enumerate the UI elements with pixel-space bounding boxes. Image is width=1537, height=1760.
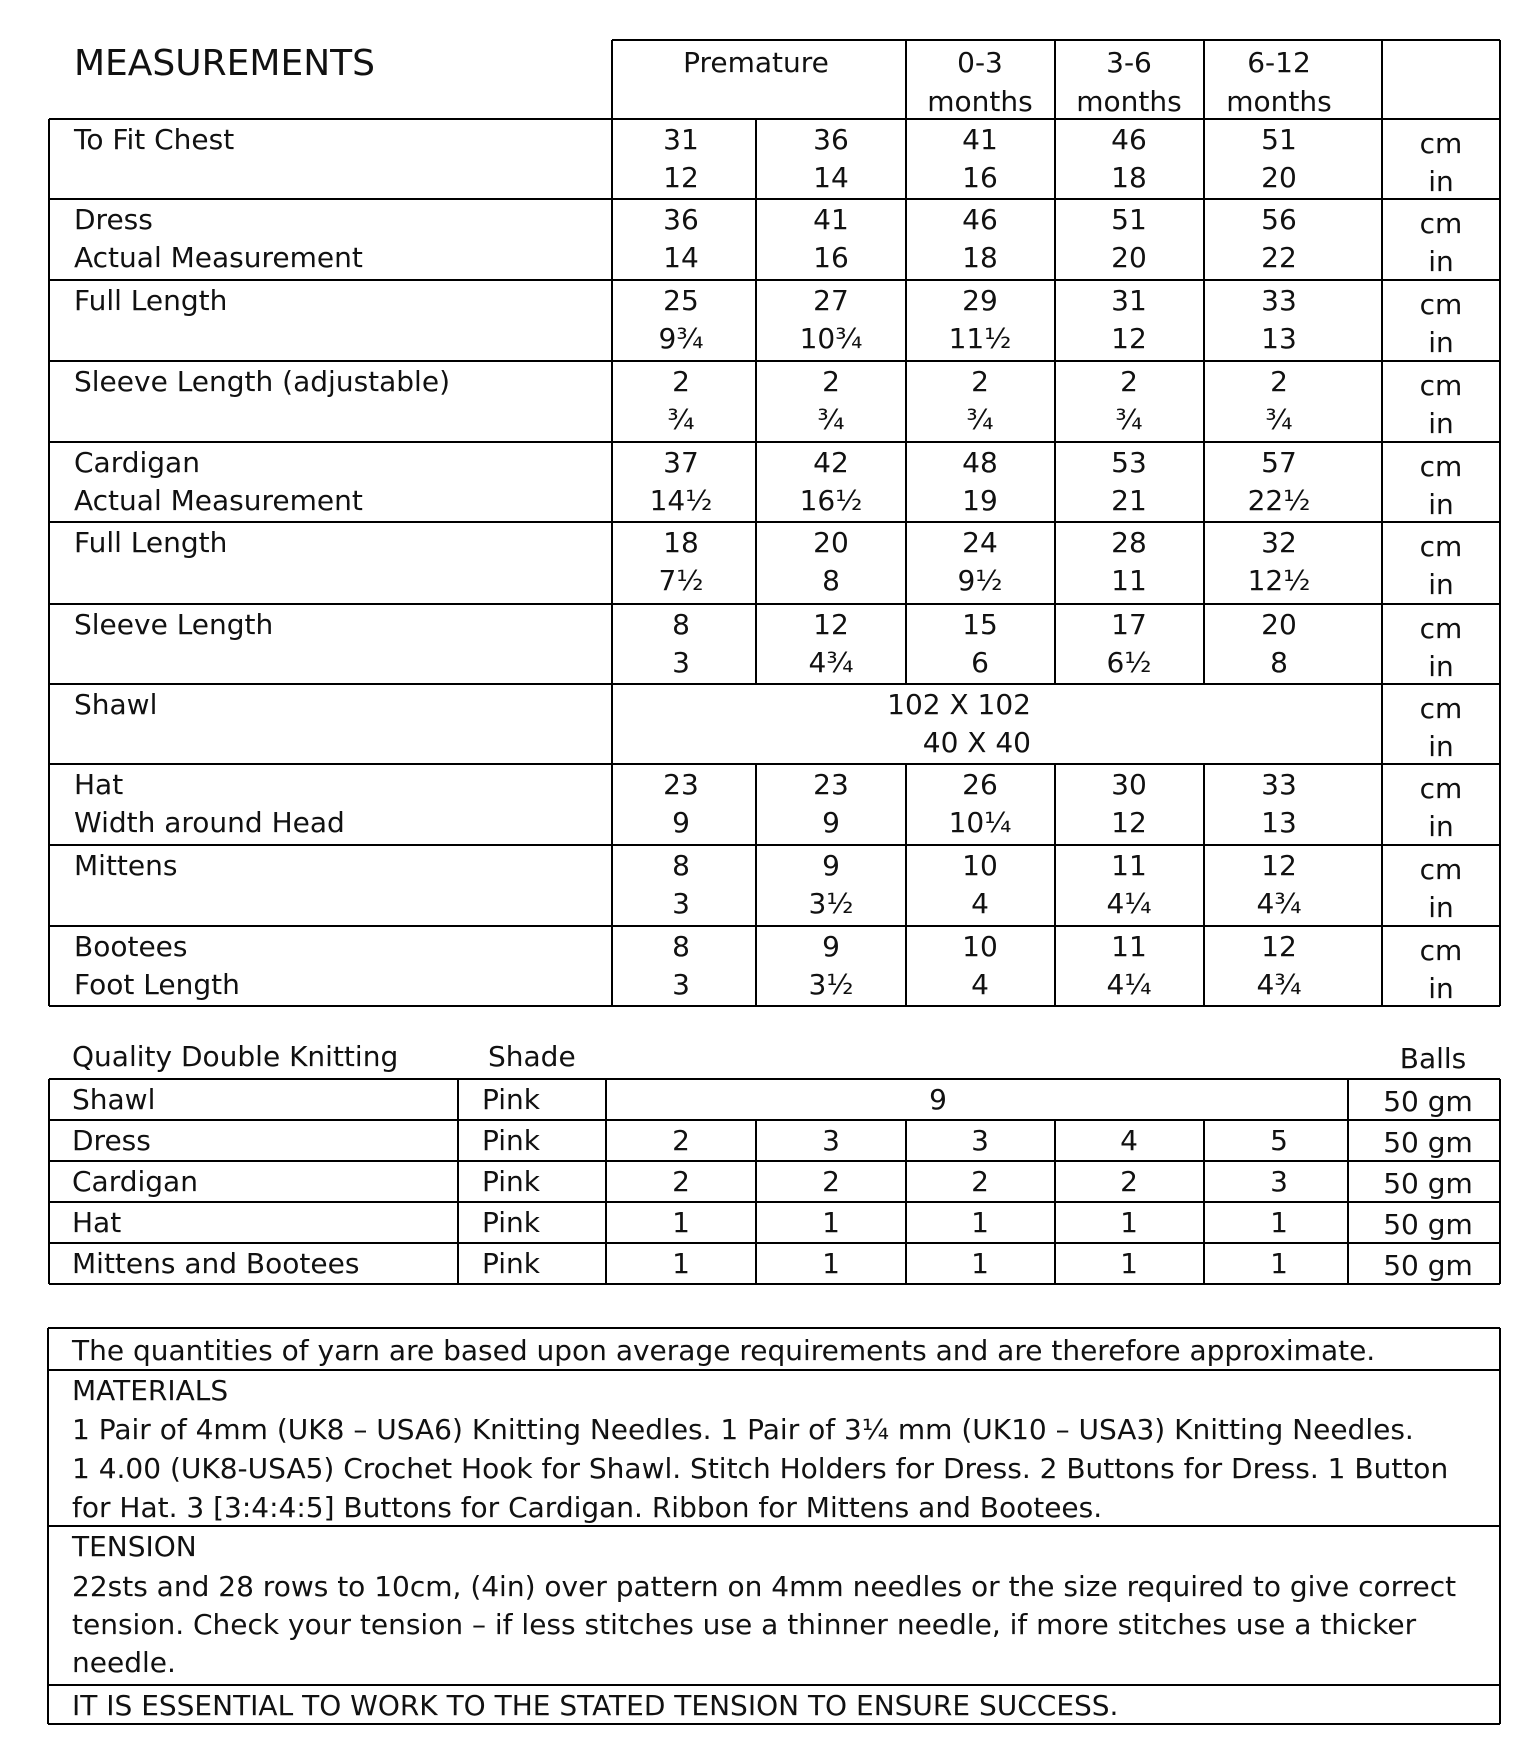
measure-value-cm: 2 bbox=[672, 365, 690, 398]
yarn-balls-value: 1 bbox=[672, 1247, 690, 1280]
materials-line-3: for Hat. 3 [3:4:4:5] Buttons for Cardigan. Ribbon for Mittens and Bootees. bbox=[72, 1491, 1103, 1524]
yarn-ball-weight: 50 gm bbox=[1383, 1167, 1473, 1200]
yarn-ball-weight: 50 gm bbox=[1383, 1208, 1473, 1241]
measure-value-in: 9 bbox=[672, 806, 690, 839]
measure-value-cm: 11 bbox=[1111, 930, 1147, 963]
unit-in-label: in bbox=[1428, 568, 1454, 601]
measure-value-cm: 51 bbox=[1261, 123, 1297, 156]
unit-cm-label: cm bbox=[1419, 612, 1463, 645]
measure-value-cm: 29 bbox=[962, 284, 998, 317]
measure-value-cm: 26 bbox=[962, 768, 998, 801]
measure-value-cm: 41 bbox=[813, 203, 849, 236]
measure-value-in: 14 bbox=[663, 241, 699, 274]
measure-value-cm: 12 bbox=[1261, 930, 1297, 963]
measure-value-cm: 2 bbox=[822, 365, 840, 398]
measure-value-cm: 12 bbox=[1261, 849, 1297, 882]
measure-value-in: 20 bbox=[1111, 241, 1147, 274]
yarn-ball-weight: 50 gm bbox=[1383, 1126, 1473, 1159]
yarn-balls-value: 2 bbox=[971, 1165, 989, 1198]
measure-row-3-label: Full Length bbox=[74, 284, 228, 317]
measure-value-cm: 41 bbox=[962, 123, 998, 156]
yarn-balls-value: 1 bbox=[1270, 1247, 1288, 1280]
yarn-balls-value: 1 bbox=[971, 1206, 989, 1239]
yarn-balls-value: 2 bbox=[672, 1165, 690, 1198]
measure-value-cm: 36 bbox=[813, 123, 849, 156]
yarn-ball-weight: 50 gm bbox=[1383, 1249, 1473, 1282]
measure-value-in: 12 bbox=[1111, 322, 1147, 355]
yarn-balls-label: Balls bbox=[1399, 1042, 1467, 1075]
size-header-4-line2: months bbox=[1226, 85, 1332, 118]
yarn-balls-value: 1 bbox=[672, 1206, 690, 1239]
yarn-shade-value: Pink bbox=[482, 1124, 541, 1157]
measure-value-in: 8 bbox=[1270, 646, 1288, 679]
yarn-balls-value: 2 bbox=[672, 1124, 690, 1157]
measure-row-5-sublabel: Actual Measurement bbox=[74, 484, 363, 517]
yarn-shawl-balls: 9 bbox=[929, 1083, 947, 1116]
unit-cm-label: cm bbox=[1419, 772, 1463, 805]
measure-value-in: 22½ bbox=[1247, 484, 1311, 517]
measure-value-in: 3 bbox=[672, 968, 690, 1001]
yarn-balls-value: 1 bbox=[1270, 1206, 1288, 1239]
unit-cm-label: cm bbox=[1419, 450, 1463, 483]
measure-value-in: 13 bbox=[1261, 322, 1297, 355]
measure-value-in: 16½ bbox=[799, 484, 863, 517]
unit-cm-label: cm bbox=[1419, 934, 1463, 967]
tension-line-3: needle. bbox=[72, 1646, 176, 1679]
measure-value-cm: 10 bbox=[962, 849, 998, 882]
measure-value-in: 4¼ bbox=[1106, 887, 1152, 920]
measure-value-in: 12 bbox=[1111, 806, 1147, 839]
unit-cm-label: cm bbox=[1419, 530, 1463, 563]
measure-value-in: 20 bbox=[1261, 161, 1297, 194]
size-header-4-line1: 6-12 bbox=[1247, 46, 1311, 79]
yarn-item-2: Dress bbox=[72, 1124, 151, 1157]
yarn-balls-value: 5 bbox=[1270, 1124, 1288, 1157]
unit-in-label: in bbox=[1428, 650, 1454, 683]
unit-cm-label: cm bbox=[1419, 853, 1463, 886]
measure-value-in: 3 bbox=[672, 887, 690, 920]
measure-value-cm: 11 bbox=[1111, 849, 1147, 882]
measure-value-in: 12 bbox=[663, 161, 699, 194]
measure-value-in: 6½ bbox=[1106, 646, 1152, 679]
measure-row-9-sublabel: Width around Head bbox=[74, 806, 345, 839]
measure-row-11-sublabel: Foot Length bbox=[74, 968, 240, 1001]
measure-value-cm: 31 bbox=[663, 123, 699, 156]
unit-cm-label: cm bbox=[1419, 127, 1463, 160]
measure-value-in: 3 bbox=[672, 646, 690, 679]
measure-value-in: 21 bbox=[1111, 484, 1147, 517]
shawl-size-cm: 102 X 102 bbox=[887, 688, 1031, 721]
measure-value-cm: 42 bbox=[813, 446, 849, 479]
yarn-shade-value: Pink bbox=[482, 1083, 541, 1116]
yarn-balls-value: 1 bbox=[1120, 1247, 1138, 1280]
measure-value-in: ¾ bbox=[667, 403, 695, 436]
tension-line-1: 22sts and 28 rows to 10cm, (4in) over pattern on 4mm needles or the size required to give correct bbox=[72, 1570, 1457, 1603]
unit-cm-label: cm bbox=[1419, 692, 1463, 725]
yarn-balls-value: 1 bbox=[1120, 1206, 1138, 1239]
yarn-balls-value: 3 bbox=[1270, 1165, 1288, 1198]
measure-value-in: 3½ bbox=[808, 968, 854, 1001]
measure-value-in: 10¾ bbox=[799, 322, 863, 355]
measure-value-cm: 15 bbox=[962, 608, 998, 641]
measure-row-1-label: To Fit Chest bbox=[74, 123, 235, 156]
materials-line-2: 1 4.00 (UK8-USA5) Crochet Hook for Shawl. Stitch Holders for Dress. 2 Buttons for Dress. 1 Button bbox=[72, 1452, 1449, 1485]
yarn-balls-value: 4 bbox=[1120, 1124, 1138, 1157]
yarn-item-3: Cardigan bbox=[72, 1165, 198, 1198]
shawl-size-in: 40 X 40 bbox=[922, 726, 1031, 759]
measure-value-cm: 46 bbox=[1111, 123, 1147, 156]
measure-row-2-label: Dress bbox=[74, 203, 153, 236]
measure-value-in: 10¼ bbox=[948, 806, 1012, 839]
measure-row-7-label: Sleeve Length bbox=[74, 608, 274, 641]
measure-value-in: 18 bbox=[962, 241, 998, 274]
size-header-2-line2: months bbox=[927, 85, 1033, 118]
yarn-shade-label: Shade bbox=[488, 1040, 576, 1073]
measure-value-in: 9¾ bbox=[658, 322, 704, 355]
yarn-ball-weight: 50 gm bbox=[1383, 1085, 1473, 1118]
yarn-balls-value: 3 bbox=[971, 1124, 989, 1157]
unit-cm-label: cm bbox=[1419, 207, 1463, 240]
yarn-balls-value: 1 bbox=[971, 1247, 989, 1280]
measure-value-cm: 8 bbox=[672, 849, 690, 882]
yarn-balls-value: 2 bbox=[1120, 1165, 1138, 1198]
size-header-1-line1: Premature bbox=[683, 46, 829, 79]
measure-value-cm: 37 bbox=[663, 446, 699, 479]
measure-value-cm: 32 bbox=[1261, 526, 1297, 559]
tension-heading: TENSION bbox=[72, 1530, 197, 1563]
measure-value-cm: 30 bbox=[1111, 768, 1147, 801]
measure-value-cm: 10 bbox=[962, 930, 998, 963]
measure-value-cm: 18 bbox=[663, 526, 699, 559]
measure-value-in: 4¾ bbox=[808, 646, 854, 679]
unit-in-label: in bbox=[1428, 891, 1454, 924]
measure-row-6-label: Full Length bbox=[74, 526, 228, 559]
measure-value-in: 9 bbox=[822, 806, 840, 839]
measure-value-in: ¾ bbox=[1115, 403, 1143, 436]
measure-value-cm: 23 bbox=[663, 768, 699, 801]
measure-value-in: 11½ bbox=[948, 322, 1012, 355]
measure-value-cm: 2 bbox=[971, 365, 989, 398]
measure-value-cm: 12 bbox=[813, 608, 849, 641]
measure-value-in: 4¾ bbox=[1256, 968, 1302, 1001]
size-header-3-line1: 3-6 bbox=[1106, 46, 1152, 79]
unit-cm-label: cm bbox=[1419, 369, 1463, 402]
unit-in-label: in bbox=[1428, 810, 1454, 843]
measure-value-cm: 53 bbox=[1111, 446, 1147, 479]
yarn-shade-value: Pink bbox=[482, 1165, 541, 1198]
measure-value-in: ¾ bbox=[817, 403, 845, 436]
measure-value-in: 4 bbox=[971, 887, 989, 920]
measure-value-in: 13 bbox=[1261, 806, 1297, 839]
measure-value-in: 14 bbox=[813, 161, 849, 194]
measure-value-cm: 33 bbox=[1261, 768, 1297, 801]
yarn-balls-value: 1 bbox=[822, 1247, 840, 1280]
measure-value-cm: 33 bbox=[1261, 284, 1297, 317]
unit-in-label: in bbox=[1428, 730, 1454, 763]
measure-value-in: 14½ bbox=[649, 484, 713, 517]
measure-value-cm: 20 bbox=[1261, 608, 1297, 641]
measure-value-cm: 46 bbox=[962, 203, 998, 236]
yarn-shade-value: Pink bbox=[482, 1206, 541, 1239]
measure-value-cm: 9 bbox=[822, 849, 840, 882]
measure-row-4-label: Sleeve Length (adjustable) bbox=[74, 365, 450, 398]
measure-row-8-label: Shawl bbox=[74, 688, 158, 721]
measure-value-in: 16 bbox=[962, 161, 998, 194]
measure-value-cm: 51 bbox=[1111, 203, 1147, 236]
measure-value-in: 6 bbox=[971, 646, 989, 679]
unit-in-label: in bbox=[1428, 326, 1454, 359]
measure-value-cm: 9 bbox=[822, 930, 840, 963]
measure-row-5-label: Cardigan bbox=[74, 446, 200, 479]
measure-value-cm: 20 bbox=[813, 526, 849, 559]
measure-value-in: 8 bbox=[822, 564, 840, 597]
size-header-2-line1: 0-3 bbox=[957, 46, 1003, 79]
measure-row-11-label: Bootees bbox=[74, 930, 188, 963]
measure-value-cm: 24 bbox=[962, 526, 998, 559]
measure-value-cm: 28 bbox=[1111, 526, 1147, 559]
measure-value-in: 12½ bbox=[1247, 564, 1311, 597]
yarn-balls-value: 3 bbox=[822, 1124, 840, 1157]
measure-value-in: 11 bbox=[1111, 564, 1147, 597]
measure-value-cm: 56 bbox=[1261, 203, 1297, 236]
measure-value-in: 9½ bbox=[957, 564, 1003, 597]
measure-value-in: 7½ bbox=[658, 564, 704, 597]
measure-value-in: 18 bbox=[1111, 161, 1147, 194]
materials-line-1: 1 Pair of 4mm (UK8 – USA6) Knitting Needles. 1 Pair of 3¼ mm (UK10 – USA3) Knitting Needles. bbox=[72, 1413, 1414, 1446]
measure-value-cm: 57 bbox=[1261, 446, 1297, 479]
unit-in-label: in bbox=[1428, 972, 1454, 1005]
measure-value-cm: 2 bbox=[1270, 365, 1288, 398]
measure-row-9-label: Hat bbox=[74, 768, 124, 801]
measure-value-in: ¾ bbox=[1265, 403, 1293, 436]
measure-value-cm: 36 bbox=[663, 203, 699, 236]
measure-value-in: 3½ bbox=[808, 887, 854, 920]
measure-row-2-sublabel: Actual Measurement bbox=[74, 241, 363, 274]
yarn-shade-value: Pink bbox=[482, 1247, 541, 1280]
measure-value-cm: 48 bbox=[962, 446, 998, 479]
tension-line-2: tension. Check your tension – if less stitches use a thinner needle, if more stitches use a thicker bbox=[72, 1608, 1417, 1641]
quantities-note: The quantities of yarn are based upon average requirements and are therefore approximate. bbox=[72, 1334, 1376, 1367]
yarn-item-1: Shawl bbox=[72, 1083, 156, 1116]
measure-value-in: 4¾ bbox=[1256, 887, 1302, 920]
measurements-title: MEASUREMENTS bbox=[74, 43, 375, 84]
measure-value-cm: 27 bbox=[813, 284, 849, 317]
yarn-balls-value: 2 bbox=[822, 1165, 840, 1198]
unit-in-label: in bbox=[1428, 245, 1454, 278]
yarn-item-4: Hat bbox=[72, 1206, 122, 1239]
measure-value-in: 4¼ bbox=[1106, 968, 1152, 1001]
measure-value-in: 22 bbox=[1261, 241, 1297, 274]
measure-value-cm: 8 bbox=[672, 930, 690, 963]
essential-tension-note: IT IS ESSENTIAL TO WORK TO THE STATED TENSION TO ENSURE SUCCESS. bbox=[72, 1689, 1119, 1722]
measure-value-cm: 25 bbox=[663, 284, 699, 317]
yarn-item-5: Mittens and Bootees bbox=[72, 1247, 360, 1280]
unit-in-label: in bbox=[1428, 165, 1454, 198]
measure-value-in: 16 bbox=[813, 241, 849, 274]
measure-value-in: 4 bbox=[971, 968, 989, 1001]
unit-in-label: in bbox=[1428, 407, 1454, 440]
unit-in-label: in bbox=[1428, 488, 1454, 521]
measure-value-in: 19 bbox=[962, 484, 998, 517]
measure-value-cm: 17 bbox=[1111, 608, 1147, 641]
size-header-3-line2: months bbox=[1076, 85, 1182, 118]
measure-value-in: ¾ bbox=[966, 403, 994, 436]
yarn-quality-label: Quality Double Knitting bbox=[72, 1040, 399, 1073]
measure-value-cm: 23 bbox=[813, 768, 849, 801]
measure-value-cm: 31 bbox=[1111, 284, 1147, 317]
materials-heading: MATERIALS bbox=[72, 1374, 229, 1407]
measure-row-10-label: Mittens bbox=[74, 849, 178, 882]
yarn-balls-value: 1 bbox=[822, 1206, 840, 1239]
measure-value-cm: 8 bbox=[672, 608, 690, 641]
unit-cm-label: cm bbox=[1419, 288, 1463, 321]
measure-value-cm: 2 bbox=[1120, 365, 1138, 398]
